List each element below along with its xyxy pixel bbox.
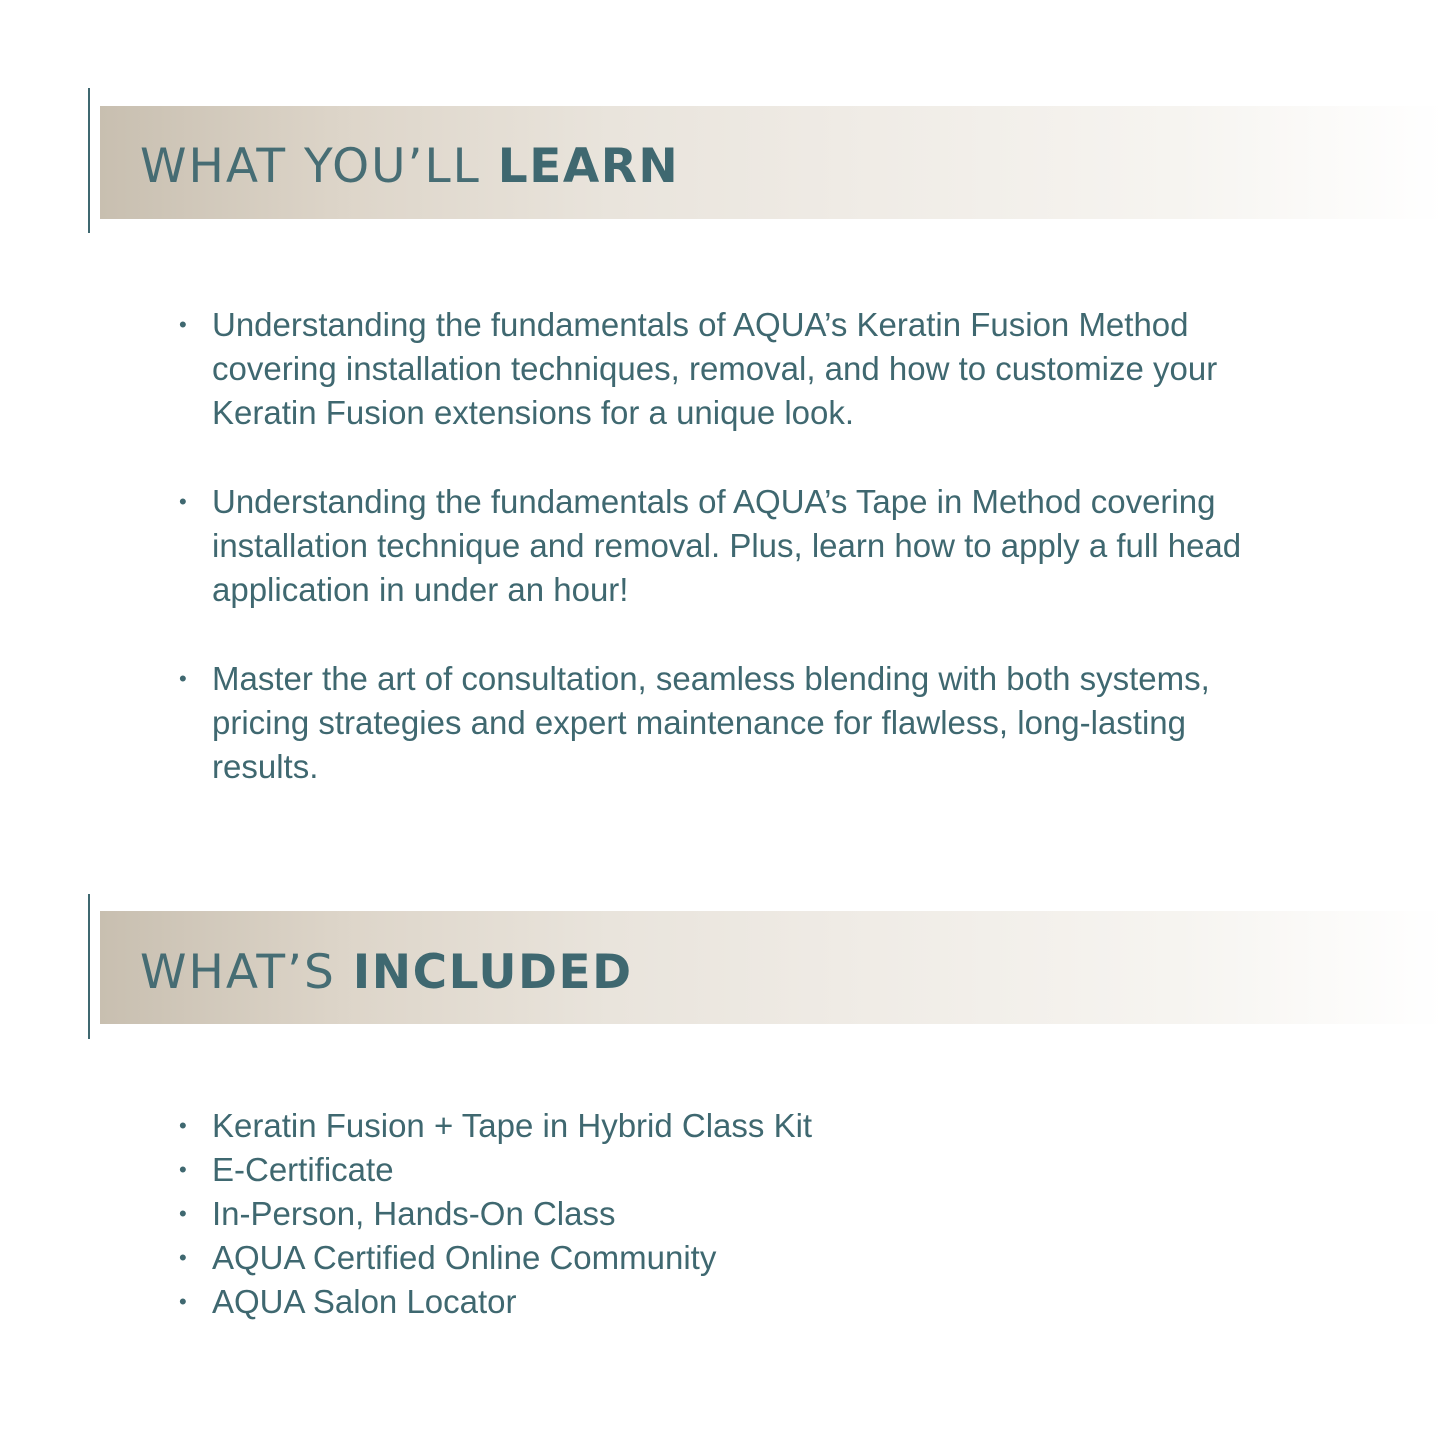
learn-accent-line (88, 88, 90, 233)
included-list-item (179, 1280, 1212, 1324)
learn-list-item (179, 303, 1292, 435)
included-accent-line (88, 894, 90, 1039)
included-list (179, 1104, 1212, 1324)
bullet-dot-icon: • (179, 1289, 187, 1314)
learn-list-item (179, 480, 1292, 612)
learn-list-item (179, 657, 1292, 789)
bullet-dot-icon: • (179, 489, 187, 514)
included-section-title (140, 945, 633, 1000)
learn-title-bold: LEARN (497, 139, 680, 194)
bullet-dot-icon: • (179, 1201, 187, 1226)
learn-item-text: Understanding the fundamentals of AQUA’s Tape in Method covering installation technique and removal. Plus, learn how to apply a full head application in under an hour! (212, 483, 1242, 608)
learn-item-text: Master the art of consultation, seamless blending with both systems, pricing strategies and expert maintenance for flawless, long-lasting results. (212, 660, 1210, 785)
learn-title-light: WHAT YOU’LL (140, 139, 498, 194)
included-item-text: AQUA Certified Online Community (212, 1239, 717, 1276)
learn-section-title (140, 139, 680, 194)
learn-list (179, 303, 1292, 834)
included-list-item (179, 1104, 1212, 1148)
included-title-bold: INCLUDED (352, 945, 633, 1000)
included-item-text: AQUA Salon Locator (212, 1283, 517, 1320)
included-list-item (179, 1148, 1212, 1192)
included-item-text: E-Certificate (212, 1151, 394, 1188)
bullet-dot-icon: • (179, 1113, 187, 1138)
bullet-dot-icon: • (179, 312, 187, 337)
bullet-dot-icon: • (179, 1157, 187, 1182)
included-item-text: In-Person, Hands-On Class (212, 1195, 616, 1232)
bullet-dot-icon: • (179, 1245, 187, 1270)
included-list-item (179, 1192, 1212, 1236)
included-item-text: Keratin Fusion + Tape in Hybrid Class Kit (212, 1107, 813, 1144)
learn-item-text: Understanding the fundamentals of AQUA’s Keratin Fusion Method covering installation techniques, removal, and how to customize your Keratin Fusion extensions for a unique look. (212, 306, 1218, 431)
bullet-dot-icon: • (179, 666, 187, 691)
included-list-item (179, 1236, 1212, 1280)
included-title-light: WHAT’S (140, 945, 353, 1000)
